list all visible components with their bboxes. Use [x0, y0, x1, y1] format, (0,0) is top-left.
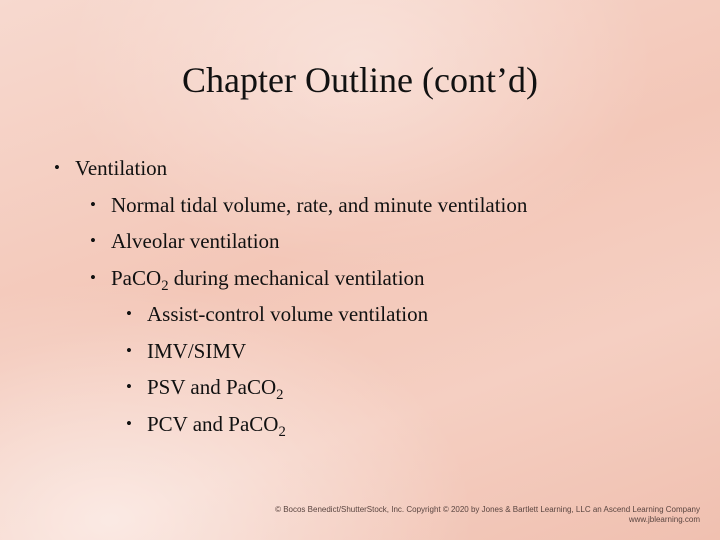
outline-item-text-formula: CO — [246, 375, 277, 399]
outline-item-text-prefix: Pa — [111, 265, 132, 290]
subscript: 2 — [276, 387, 284, 404]
bullet-icon: • — [54, 158, 60, 177]
slide-title: Chapter Outline (cont’d) — [182, 60, 538, 100]
bullet-icon: • — [126, 304, 132, 323]
outline-item-text-prefix: PCV and Pa — [147, 411, 250, 436]
outline-item-alveolar-ventilation — [54, 223, 694, 260]
bullet-icon: • — [126, 413, 132, 433]
outline-item-imv-simv — [54, 333, 694, 370]
subscript: 2 — [278, 423, 286, 440]
outline-list — [54, 150, 694, 442]
outline-item-text: Alveolar ventilation — [111, 229, 280, 253]
copyright-line: © Bocos Benedict/ShutterStock, Inc. Copyright © 2020 by Jones & Bartlett Learning, LLC an Ascend Learning Company — [275, 505, 700, 514]
outline-item-text-suffix: during mechanical ventilation — [168, 265, 425, 290]
outline-item-ventilation — [54, 150, 694, 187]
outline-item-assist-control — [54, 296, 694, 333]
subscript: 2 — [161, 277, 169, 294]
outline-item-text-formula: CO — [132, 265, 162, 290]
outline-item-text-prefix: PSV and Pa — [147, 375, 247, 399]
bullet-icon: • — [126, 340, 132, 360]
outline-item-text: Assist-control volume ventilation — [147, 302, 429, 326]
outline-item-paco2-mechanical — [54, 260, 694, 297]
outline-item-text: Ventilation — [75, 156, 168, 180]
outline-item-pcv-paco2 — [54, 406, 694, 443]
outline-item-text: Normal tidal volume, rate, and minute ventilation — [111, 192, 528, 217]
outline-item-psv-paco2 — [54, 369, 694, 406]
bullet-icon: • — [90, 194, 96, 214]
bullet-icon: • — [90, 231, 96, 250]
outline-item-normal-tidal-volume — [54, 187, 694, 224]
copyright-credit — [275, 505, 700, 525]
bullet-icon: • — [126, 377, 132, 396]
bullet-icon: • — [90, 267, 96, 287]
outline-item-text-formula: CO — [249, 411, 279, 436]
publisher-url: www.jblearning.com — [628, 515, 700, 524]
outline-item-text: IMV/SIMV — [147, 338, 247, 363]
